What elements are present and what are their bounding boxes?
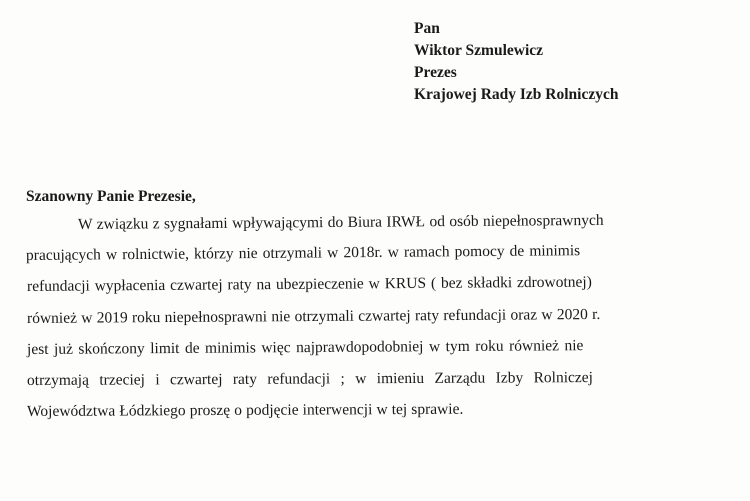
body-line: otrzymają trzeciej i czwartej raty refundacji ; w imieniu Zarządu Izby Rolniczej <box>26 369 594 389</box>
addressee-name: Wiktor Szmulewicz <box>414 42 544 59</box>
addressee-position: Prezes <box>414 64 457 81</box>
body-line: pracujących w rolnictwie, którzy nie otrzymali w 2018r. w ramach pomocy de minimis <box>25 242 581 264</box>
addressee-block <box>414 18 619 106</box>
addressee-organization: Krajowej Rady Izb Rolniczych <box>414 86 619 103</box>
body-line: W związku z sygnałami wpływającymi do Biura IRWŁ od osób niepełnosprawnych <box>77 211 604 233</box>
addressee-title: Pan <box>414 20 440 37</box>
salutation: Szanowny Panie Prezesie, <box>26 188 196 205</box>
body-line: jest już skończony limit de minimis więc najprawdopodobniej w tym roku również nie <box>26 337 584 358</box>
body-line: również w 2019 roku niepełnosprawni nie otrzymali czwartej raty refundacji oraz w 2020 r. <box>26 305 601 327</box>
body-line: refundacji wypłacenia czwartej raty na ubezpieczenie w KRUS ( bez składki zdrowotnej) <box>26 273 592 295</box>
body-line: Województwa Łódzkiego proszę o podjęcie interwencji w tej sprawie. <box>26 400 464 420</box>
